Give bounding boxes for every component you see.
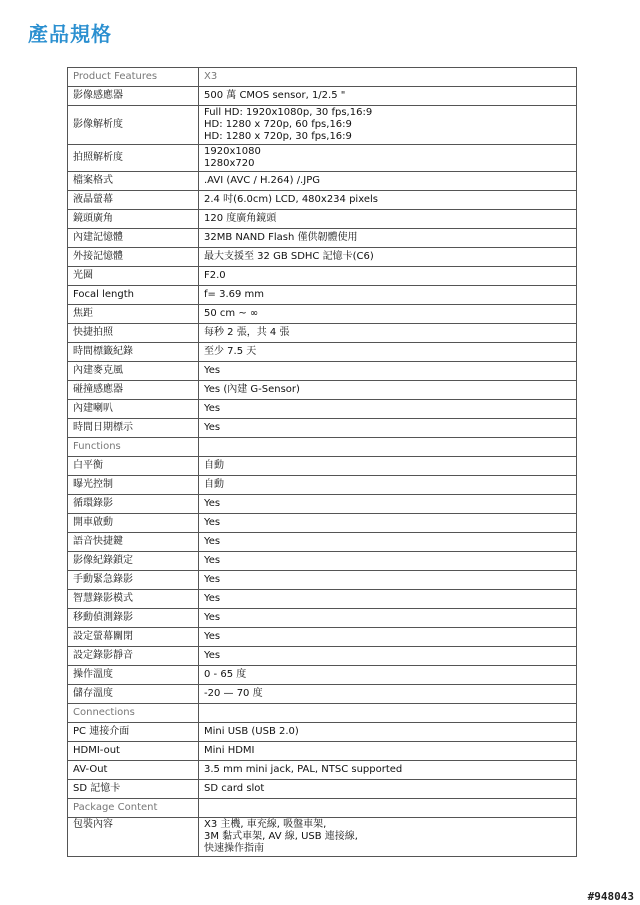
header-label: Product Features: [68, 68, 199, 87]
section-header-row: [68, 799, 577, 818]
feature-label: 時間日期標示: [68, 419, 199, 438]
function-label: 智慧錄影模式: [68, 590, 199, 609]
table-row: [68, 514, 577, 533]
feature-label: 快捷拍照: [68, 324, 199, 343]
table-row: [68, 780, 577, 799]
function-value: Yes: [199, 533, 577, 552]
connection-value: Mini USB (USB 2.0): [199, 723, 577, 742]
table-row: [68, 305, 577, 324]
function-label: 循環錄影: [68, 495, 199, 514]
feature-value: 500 萬 CMOS sensor, 1/2.5 ": [199, 87, 577, 106]
feature-value: 每秒 2 張，共 4 張: [199, 324, 577, 343]
feature-value: 120 度廣角鏡頭: [199, 210, 577, 229]
table-row: [68, 362, 577, 381]
function-value: Yes: [199, 628, 577, 647]
feature-label: 焦距: [68, 305, 199, 324]
table-row: [68, 191, 577, 210]
table-row: [68, 590, 577, 609]
function-value: Yes: [199, 647, 577, 666]
feature-label: 檔案格式: [68, 172, 199, 191]
connection-value: SD card slot: [199, 780, 577, 799]
feature-value: F2.0: [199, 267, 577, 286]
function-label: 語音快捷鍵: [68, 533, 199, 552]
feature-label: 內建麥克風: [68, 362, 199, 381]
feature-value: Yes (內建 G-Sensor): [199, 381, 577, 400]
feature-value: [199, 145, 577, 172]
function-label: 影像紀錄鎖定: [68, 552, 199, 571]
table-row: [68, 609, 577, 628]
feature-label: Focal length: [68, 286, 199, 305]
feature-label: 碰撞感應器: [68, 381, 199, 400]
section-empty-cell: [199, 704, 577, 723]
table-row: [68, 145, 577, 172]
page-title: 產品規格: [28, 22, 112, 46]
feature-value: Yes: [199, 362, 577, 381]
table-row: [68, 210, 577, 229]
table-row: [68, 381, 577, 400]
table-row: [68, 343, 577, 362]
feature-value: f= 3.69 mm: [199, 286, 577, 305]
table-row: [68, 723, 577, 742]
feature-value: .AVI (AVC / H.264) /.JPG: [199, 172, 577, 191]
value-line: X3 主機, 車充線, 吸盤車架,: [204, 819, 327, 830]
table-row: [68, 229, 577, 248]
feature-value: Yes: [199, 419, 577, 438]
function-value: Yes: [199, 552, 577, 571]
table-row: [68, 87, 577, 106]
function-label: 曝光控制: [68, 476, 199, 495]
function-label: 操作溫度: [68, 666, 199, 685]
table-row: [68, 571, 577, 590]
function-value: Yes: [199, 609, 577, 628]
section-title: Functions: [68, 438, 199, 457]
value-line: 1280x720: [204, 158, 255, 169]
function-label: 設定螢幕關閉: [68, 628, 199, 647]
spec-table: [67, 67, 577, 857]
function-value: 自動: [199, 476, 577, 495]
table-row: [68, 761, 577, 780]
section-header-row: [68, 704, 577, 723]
table-row: [68, 457, 577, 476]
function-label: 手動緊急錄影: [68, 571, 199, 590]
function-label: 設定錄影靜音: [68, 647, 199, 666]
package-label: 包裝內容: [68, 818, 199, 857]
feature-value: 至少 7.5 天: [199, 343, 577, 362]
feature-label: 光圈: [68, 267, 199, 286]
function-label: 開車啟動: [68, 514, 199, 533]
value-line: 快速操作指南: [204, 843, 264, 854]
function-value: Yes: [199, 571, 577, 590]
feature-value: 32MB NAND Flash 僅供韌體使用: [199, 229, 577, 248]
feature-value: 2.4 吋(6.0cm) LCD, 480x234 pixels: [199, 191, 577, 210]
table-row: [68, 248, 577, 267]
table-row: [68, 419, 577, 438]
table-row: [68, 286, 577, 305]
feature-value: 最大支援至 32 GB SDHC 記憶卡(C6): [199, 248, 577, 267]
spec-table-body: [68, 68, 577, 857]
feature-label: 影像解析度: [68, 106, 199, 145]
connection-label: AV-Out: [68, 761, 199, 780]
table-row: [68, 666, 577, 685]
feature-label: 影像感應器: [68, 87, 199, 106]
table-row: [68, 647, 577, 666]
table-row: [68, 400, 577, 419]
feature-label: 時間標籤紀錄: [68, 343, 199, 362]
function-label: 儲存溫度: [68, 685, 199, 704]
table-row: [68, 685, 577, 704]
feature-label: 鏡頭廣角: [68, 210, 199, 229]
table-header-row: [68, 68, 577, 87]
section-empty-cell: [199, 438, 577, 457]
table-row: [68, 324, 577, 343]
value-line: Full HD: 1920x1080p, 30 fps,16:9: [204, 107, 373, 118]
value-line: HD: 1280 x 720p, 60 fps,16:9: [204, 119, 352, 130]
connection-label: HDMI-out: [68, 742, 199, 761]
section-header-row: [68, 438, 577, 457]
section-empty-cell: [199, 799, 577, 818]
table-row: [68, 476, 577, 495]
connection-label: PC 連接介面: [68, 723, 199, 742]
feature-label: 拍照解析度: [68, 145, 199, 172]
table-row: [68, 818, 577, 857]
table-row: [68, 742, 577, 761]
section-title: Connections: [68, 704, 199, 723]
function-value: 自動: [199, 457, 577, 476]
table-row: [68, 106, 577, 145]
feature-label: 液晶螢幕: [68, 191, 199, 210]
feature-value: 50 cm ~ ∞: [199, 305, 577, 324]
table-row: [68, 172, 577, 191]
watermark: #948043: [587, 890, 634, 903]
value-line: 1920x1080: [204, 146, 261, 157]
feature-label: 內建喇叭: [68, 400, 199, 419]
table-row: [68, 628, 577, 647]
table-row: [68, 552, 577, 571]
function-label: 移動偵測錄影: [68, 609, 199, 628]
function-value: Yes: [199, 495, 577, 514]
connection-value: Mini HDMI: [199, 742, 577, 761]
table-row: [68, 533, 577, 552]
value-line: 3M 黏式車架, AV 線, USB 連接線,: [204, 831, 358, 842]
function-value: 0 - 65 度: [199, 666, 577, 685]
feature-value: [199, 106, 577, 145]
feature-value: Yes: [199, 400, 577, 419]
table-row: [68, 267, 577, 286]
package-value: [199, 818, 577, 857]
function-value: Yes: [199, 590, 577, 609]
feature-label: 內建記憶體: [68, 229, 199, 248]
table-row: [68, 495, 577, 514]
section-title: Package Content: [68, 799, 199, 818]
function-value: -20 — 70 度: [199, 685, 577, 704]
function-label: 白平衡: [68, 457, 199, 476]
feature-label: 外接記憶體: [68, 248, 199, 267]
connection-label: SD 記憶卡: [68, 780, 199, 799]
value-line: HD: 1280 x 720p, 30 fps,16:9: [204, 131, 352, 142]
header-value: X3: [199, 68, 577, 87]
function-value: Yes: [199, 514, 577, 533]
connection-value: 3.5 mm mini jack, PAL, NTSC supported: [199, 761, 577, 780]
